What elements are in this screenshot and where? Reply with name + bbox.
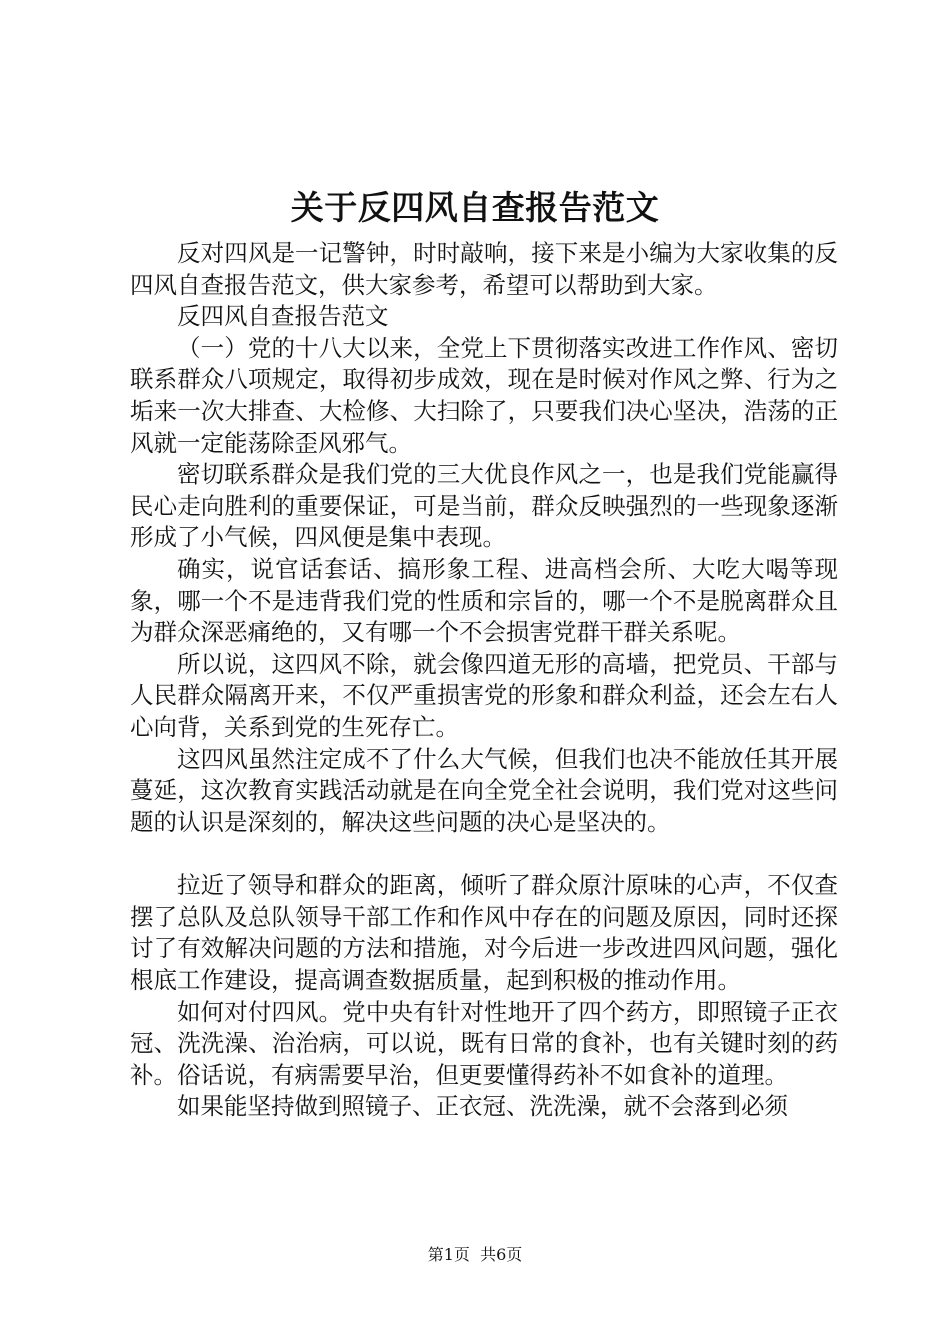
page-footer: [0, 1243, 950, 1267]
page-number-total: 共6页: [480, 1245, 523, 1264]
paragraph: 所以说，这四风不除，就会像四道无形的高墙，把党员、干部与人民群众隔离开来，不仅严重损害党的形象和群众利益，还会左右人心向背，关系到党的生死存亡。: [130, 649, 838, 741]
document-title: 关于反四风自查报告范文: [290, 188, 660, 227]
paragraph: 拉近了领导和群众的距离，倾听了群众原汁原味的心声，不仅查摆了总队及总队领导干部工作和作风中存在的问题及原因，同时还探讨了有效解决问题的方法和措施，对今后进一步改进四风问题，强化根底工作建设，提高调查数据质量，起到积极的推动作用。: [130, 871, 838, 995]
paragraph: 如果能坚持做到照镜子、正衣冠、洗洗澡，就不会落到必须: [177, 1092, 788, 1121]
document-body: [130, 238, 838, 1123]
page-number-current: 第1页: [427, 1245, 470, 1264]
paragraph: 这四风虽然注定成不了什么大气候，但我们也决不能放任其开展蔓延，这次教育实践活动就是在向全党全社会说明，我们党对这些问题的认识是深刻的，解决这些问题的决心是坚决的。: [130, 744, 838, 836]
paragraph-intro: 反对四风是一记警钟，时时敲响，接下来是小编为大家收集的反四风自查报告范文，供大家参考，希望可以帮助到大家。: [130, 239, 838, 299]
paragraph: 如何对付四风。党中央有针对性地开了四个药方，即照镜子正衣冠、洗洗澡、治治病，可以说，既有日常的食补，也有关键时刻的药补。俗话说，有病需要早治，但更要懂得药补不如食补的道理。: [130, 997, 838, 1089]
paragraph-subtitle: 反四风自查报告范文: [177, 302, 389, 331]
paragraph: 密切联系群众是我们党的三大优良作风之一，也是我们党能赢得民心走向胜利的重要保证，可是当前，群众反映强烈的一些现象逐渐形成了小气候，四风便是集中表现。: [130, 460, 838, 552]
paragraph: （一）党的十八大以来，全党上下贯彻落实改进工作作风、密切联系群众八项规定，取得初步成效，现在是时候对作风之弊、行为之垢来一次大排查、大检修、大扫除了，只要我们决心坚决，浩荡的正风就一定能荡除歪风邪气。: [130, 333, 838, 457]
paragraph: 确实，说官话套话、搞形象工程、进高档会所、大吃大喝等现象，哪一个不是违背我们党的性质和宗旨的，哪一个不是脱离群众且为群众深恶痛绝的，又有哪一个不会损害党群干群关系呢。: [130, 554, 838, 647]
